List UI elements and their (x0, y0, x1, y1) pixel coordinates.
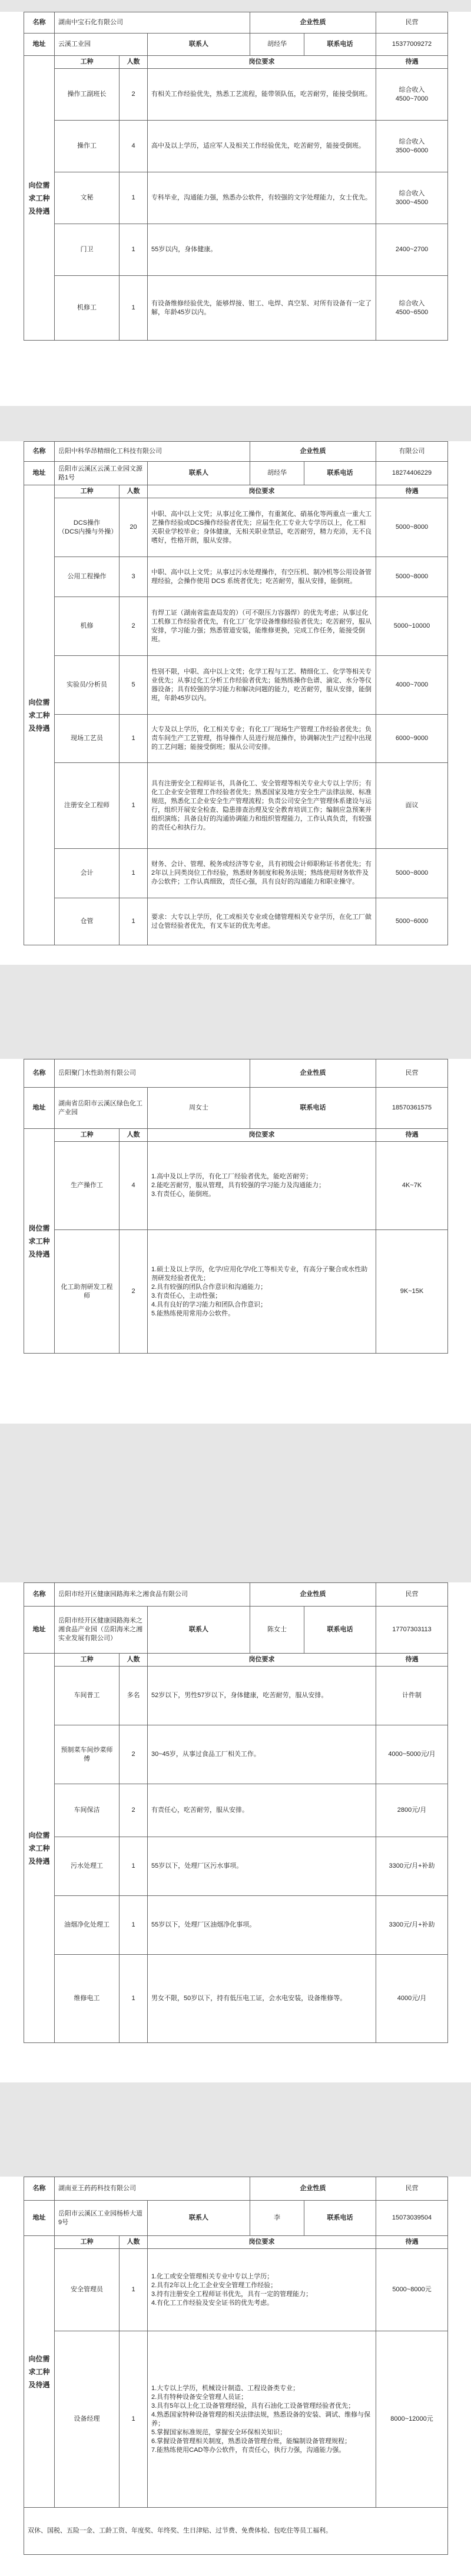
job-pay: 计件制 (376, 1667, 448, 1725)
job-req: 1.硕士及以上学历，化学/应用化学/化工等相关专业，有高分子聚合或水性助剂研发经验者优先； 2.具有较强的团队合作意识和沟通能力； 3.有责任心，主动性强； 4.具有良好的学习能力和团队合作意识； 5.能熟练使用常用办公软件。 (148, 1230, 376, 1354)
company-phone: 15377009272 (376, 34, 448, 56)
company-sheet-1 (24, 12, 447, 341)
job-count: 多名 (120, 1667, 148, 1725)
job-count: 2 (120, 69, 148, 121)
job-pay: 综合收入 4500~6500 (376, 276, 448, 341)
label-address: 地址 (24, 462, 55, 485)
job-count: 2 (120, 597, 148, 656)
table-row (24, 1784, 448, 1837)
label-phone: 联系电话 (250, 1088, 376, 1129)
job-count: 1 (120, 849, 148, 898)
label-name: 名称 (24, 12, 55, 34)
label-address: 地址 (24, 1088, 55, 1129)
job-req: 55岁以下，处理厂区污水事项。 (148, 1837, 376, 1896)
company-name: 岳阳中科华昂精细化工科技有限公司 (55, 442, 250, 462)
company-contact: 李 (250, 2201, 304, 2236)
company-address: 岳阳市云溪区工业园杨桥大道9号 (55, 2201, 148, 2236)
section-label: 向位需求工种及待遇 (24, 2236, 55, 2508)
label-address: 地址 (24, 1607, 55, 1654)
header-req: 岗位要求 (148, 485, 376, 498)
job-title: 现场工艺员 (55, 715, 120, 763)
job-pay: 5000~8000 (376, 849, 448, 898)
table-row (24, 276, 448, 341)
company-sheet-4 (24, 1582, 447, 2043)
header-pay: 待遇 (376, 56, 448, 69)
job-req: 1.大专以上学历，机械设计制造、工程设备类专业； 2.具有特种设备安全管理人员证； 3.具有5年以上化工设备管理经验，具有石油化工设备管理经验者优先； 4.熟悉国家特种设备管理的相关法律法规，熟悉设备的安装、调试、维修与保养； 5.掌握国家标准规范，掌握安全环保相关知识； 6.掌握设备管理相关制度，熟悉设备管理台账，能编制设备管理规程； 7.能熟练使用CAD等办公软件，有责任心，执行力强，沟通能力强。 (148, 2331, 376, 2508)
header-req: 岗位要求 (148, 56, 376, 69)
company-sheet-5 (24, 2177, 447, 2555)
header-req: 岗位要求 (148, 2236, 376, 2249)
company-contact: 陈女士 (250, 1607, 304, 1654)
label-name: 名称 (24, 1583, 55, 1607)
table-row (24, 849, 448, 898)
company-nature: 民营 (376, 2177, 448, 2201)
job-pay: 3300元/月+补助 (376, 1896, 448, 1955)
job-pay: 5000~6000 (376, 898, 448, 945)
job-pay: 2800元/月 (376, 1784, 448, 1837)
job-req: 高中及以上学历，适应军人及相关工作经验优先，吃苦耐劳，能接受倒班。 (148, 121, 376, 172)
job-req: 30~45岁，从事过食品工厂相关工作。 (148, 1725, 376, 1784)
job-pay: 4000~7000 (376, 656, 448, 715)
header-pay: 待遇 (376, 485, 448, 498)
company-sheet-3 (24, 1059, 447, 1354)
job-count: 1 (120, 1896, 148, 1955)
job-title: 生产操作工 (55, 1142, 120, 1230)
company-address: 云溪工业园 (55, 34, 148, 56)
job-pay: 综合收入 3500~6000 (376, 121, 448, 172)
company-sheet-2 (24, 441, 447, 945)
label-nature: 企业性质 (250, 1583, 376, 1607)
company-name: 岳阳聚门水性助剂有限公司 (55, 1059, 250, 1088)
job-pay: 3300元/月+补助 (376, 1837, 448, 1896)
job-count: 1 (120, 172, 148, 224)
job-title: 机修 (55, 597, 120, 656)
job-count: 1 (120, 763, 148, 849)
job-count: 5 (120, 656, 148, 715)
table-row (24, 224, 448, 276)
job-count: 1 (120, 276, 148, 341)
header-job: 工种 (55, 1654, 120, 1667)
job-title: 油烟净化处理工 (55, 1896, 120, 1955)
job-title: 安全管理员 (55, 2249, 120, 2331)
label-phone: 联系电话 (304, 1607, 376, 1654)
label-contact: 联系人 (148, 462, 250, 485)
table-row (24, 597, 448, 656)
job-req: 55岁以下，处理厂区油烟净化事项。 (148, 1896, 376, 1955)
job-count: 2 (120, 1725, 148, 1784)
job-req: 55岁以内，身体健康。 (148, 224, 376, 276)
header-count: 人数 (120, 56, 148, 69)
table-row (24, 2249, 448, 2331)
job-req: 有责任心，吃苦耐劳，服从安排。 (148, 1784, 376, 1837)
label-address: 地址 (24, 34, 55, 56)
job-req: 中职、高中以上文凭；从事过污水处理操作，有空压机、制冷机等公用设备管理经验，会操作使用 DCS 系统者优先；吃苦耐劳，服从安排，能倒班。 (148, 557, 376, 597)
job-count: 4 (120, 121, 148, 172)
section-label: 向位需求工种及待遇 (24, 1654, 55, 2043)
job-count: 1 (120, 2249, 148, 2331)
job-req: 有焊工证（湖南省监查局发的）（可不限压力容器焊）的优先考虑；从事过化工机修工作经验者优先，有化工厂化学设备维修经验者优先；吃苦耐劳，服从安排，学习能力强；熟悉管道安装，能维修更换，完成工作任务，能接受倒班。 (148, 597, 376, 656)
header-pay: 待遇 (376, 1654, 448, 1667)
job-req: 具有注册安全工程师证书，具备化工、安全管理等相关专业大专以上学历；有化工企业安全管理工作经验者优先；熟悉国家及地方安全生产法律法规、标准规范，熟悉化工企业安全生产管理流程；负责公司安全生产管理体系建设与运行，组织开展安全检查、隐患排查治理及安全教育培训工作；编制应急预案并组织演练；具备良好的沟通协调能力和组织管理能力，工作认真负责，有较强的责任心和执行力。 (148, 763, 376, 849)
table-row (24, 898, 448, 945)
job-count: 1 (120, 2331, 148, 2508)
company-name: 湖南亚王药药科技有限公司 (55, 2177, 250, 2201)
table-row (24, 1837, 448, 1896)
job-title: 机修工 (55, 276, 120, 341)
table-row (24, 1725, 448, 1784)
company-name: 岳阳市经开区健康园路海米之湘食品有限公司 (55, 1583, 250, 1607)
job-count: 2 (120, 1230, 148, 1354)
header-pay: 待遇 (376, 2236, 448, 2249)
section-label: 向位需求工种及待遇 (24, 56, 55, 341)
table-row (24, 1667, 448, 1725)
company-contact: 胡经华 (250, 462, 304, 485)
header-req: 岗位要求 (148, 1129, 376, 1142)
label-name: 名称 (24, 2177, 55, 2201)
job-count: 1 (120, 715, 148, 763)
label-phone: 联系电话 (304, 462, 376, 485)
job-pay: 面议 (376, 763, 448, 849)
header-job: 工种 (55, 1129, 120, 1142)
company-address: 岳阳市云溪区云溪工业园文源路1号 (55, 462, 148, 485)
table-row (24, 121, 448, 172)
table-row (24, 1230, 448, 1354)
job-req: 要求：大专以上学历，化工或相关专业或仓储管理相关专业学历，在化工厂做过仓管经验者优先，有叉车证的优先考虑。 (148, 898, 376, 945)
job-req: 52岁以下，男性57岁以下，身体健康，吃苦耐劳，服从安排。 (148, 1667, 376, 1725)
label-phone: 联系电话 (304, 2201, 376, 2236)
company-contact: 胡经华 (250, 34, 304, 56)
job-title: 设备经理 (55, 2331, 120, 2508)
label-name: 名称 (24, 442, 55, 462)
job-pay: 综合收入 4500~7000 (376, 69, 448, 121)
company-nature: 有限公司 (376, 442, 448, 462)
label-nature: 企业性质 (250, 442, 376, 462)
job-count: 1 (120, 1837, 148, 1896)
job-pay: 2400~2700 (376, 224, 448, 276)
job-req: 有相关工作经验优先，熟悉工艺流程，能带领队伍，吃苦耐劳，能接受倒班。 (148, 69, 376, 121)
benefits-footer: 双休、国税、五险一金、工龄工资、年度奖、年终奖、生日津贴、过节费、免费体检、包吃住等员工福利。 (24, 2508, 448, 2555)
header-pay: 待遇 (376, 1129, 448, 1142)
job-title: 仓管 (55, 898, 120, 945)
job-title: 污水处理工 (55, 1837, 120, 1896)
job-pay: 5000~8000 (376, 557, 448, 597)
label-nature: 企业性质 (250, 12, 376, 34)
section-label: 岗位需求工种及待遇 (24, 1129, 55, 1354)
job-title: 会计 (55, 849, 120, 898)
company-phone: 17707303113 (376, 1607, 448, 1654)
job-title: 车间保洁 (55, 1784, 120, 1837)
job-count: 1 (120, 1955, 148, 2043)
job-pay: 4K~7K (376, 1142, 448, 1230)
table-row (24, 763, 448, 849)
job-pay: 4000元/月 (376, 1955, 448, 2043)
table-row (24, 172, 448, 224)
label-nature: 企业性质 (250, 1059, 376, 1088)
job-title: 化工助剂研发工程师 (55, 1230, 120, 1354)
label-contact: 联系人 (148, 1607, 250, 1654)
table-row (24, 656, 448, 715)
company-nature: 民营 (376, 1583, 448, 1607)
company-phone: 18274406229 (376, 462, 448, 485)
label-address: 地址 (24, 2201, 55, 2236)
label-contact: 联系人 (148, 34, 250, 56)
table-row (24, 1955, 448, 2043)
company-phone: 18570361575 (376, 1088, 448, 1129)
header-job: 工种 (55, 56, 120, 69)
job-pay: 5000~10000 (376, 597, 448, 656)
table-row (24, 69, 448, 121)
table-row (24, 1142, 448, 1230)
job-pay: 4000~5000元/月 (376, 1725, 448, 1784)
job-title: 公用工程操作 (55, 557, 120, 597)
job-pay: 6000~9000 (376, 715, 448, 763)
header-count: 人数 (120, 1654, 148, 1667)
job-req: 性别不限，中职、高中以上文凭；化学工程与工艺、精细化工、化学等相关专业优先；从事过化工分析工作经验者优先；能熟练操作色谱、滴定、水分等仪器设备；具有较强的学习能力和解决问题的能力，吃苦耐劳，服从安排，能倒班，年龄45岁以内。 (148, 656, 376, 715)
job-count: 1 (120, 224, 148, 276)
job-pay: 5000~8000元 (376, 2249, 448, 2331)
job-req: 财务、会计、管理、税务或经济等专业，具有初级会计师职称证书者优先；有2年以上同类岗位工作经验，熟悉财务制度和税务法规；熟练使用财务软件及办公软件；工作认真细致，责任心强，具有良好的沟通能力和职业操守。 (148, 849, 376, 898)
table-row (24, 557, 448, 597)
job-pay: 综合收入 3000~4500 (376, 172, 448, 224)
job-req: 中职、高中以上文凭；从事过化工操作，有重氮化、硝基化等两重点一重大工艺操作经验或DCS操作经验者优先；应届生化工专业大专学历以上，化工相关职业学校毕业；身体健康，无相关职业禁忌，吃苦耐劳，精力充沛，无不良嗜好，性格开朗，服从安排。 (148, 498, 376, 557)
job-pay: 5000~8000 (376, 498, 448, 557)
label-phone: 联系电话 (304, 34, 376, 56)
job-title: 预制菜车间炒菜师傅 (55, 1725, 120, 1784)
job-count: 1 (120, 898, 148, 945)
job-req: 男女不限，50岁以下，持有低压电工证，会水电安装，设备维修等。 (148, 1955, 376, 2043)
job-title: 车间普工 (55, 1667, 120, 1725)
job-req: 大专及以上学历，化工相关专业；有化工厂现场生产管理工作经验者优先；负责车间生产工艺管理，指导操作人员进行规范操作，协调解决生产过程中出现的工艺问题；能接受倒班；服从公司安排。 (148, 715, 376, 763)
job-title: 实验员/分析员 (55, 656, 120, 715)
company-name: 湖南中宝石化有限公司 (55, 12, 250, 34)
company-address: 湖南省岳阳市云溪区绿色化工产业园 (55, 1088, 148, 1129)
job-req: 1.化工或安全管理相关专业中专以上学历； 2.具有2年以上化工企业安全管理工作经验； 3.持有注册安全工程师证书优先，具有一定的管理能力； 4.有化工工作经验及安全证书的优先考虑。 (148, 2249, 376, 2331)
header-count: 人数 (120, 485, 148, 498)
header-job: 工种 (55, 2236, 120, 2249)
company-contact: 周女士 (148, 1088, 250, 1129)
job-req: 有设备维修经验优先，能够焊接、钳工、电焊、真空泵、对所有设备有一定了解，年龄45岁以内。 (148, 276, 376, 341)
job-title: 维修电工 (55, 1955, 120, 2043)
job-count: 3 (120, 557, 148, 597)
job-count: 4 (120, 1142, 148, 1230)
job-title: 操作工副班长 (55, 69, 120, 121)
job-title: 注册安全工程师 (55, 763, 120, 849)
job-pay: 9K~15K (376, 1230, 448, 1354)
header-req: 岗位要求 (148, 1654, 376, 1667)
table-row (24, 1896, 448, 1955)
label-contact: 联系人 (148, 2201, 250, 2236)
job-title: DCS操作 （DCS内操与外操） (55, 498, 120, 557)
header-count: 人数 (120, 2236, 148, 2249)
company-nature: 民营 (376, 1059, 448, 1088)
job-count: 20 (120, 498, 148, 557)
label-nature: 企业性质 (250, 2177, 376, 2201)
job-count: 2 (120, 1784, 148, 1837)
job-req: 专科毕业，沟通能力强，熟悉办公软件，有较强的文字处理能力，女士优先。 (148, 172, 376, 224)
table-row (24, 498, 448, 557)
job-pay: 8000~12000元 (376, 2331, 448, 2508)
section-label: 向位需求工种及待遇 (24, 485, 55, 945)
label-name: 名称 (24, 1059, 55, 1088)
job-req: 1.高中及以上学历，有化工厂经验者优先，能吃苦耐劳； 2.能吃苦耐劳，服从管理，具有较强的学习能力及沟通能力； 3.有责任心，能倒班。 (148, 1142, 376, 1230)
job-title: 操作工 (55, 121, 120, 172)
company-address: 岳阳市经开区健康园路海米之湘食品产业园（岳阳海米之湘实业发展有限公司） (55, 1607, 148, 1654)
job-title: 门卫 (55, 224, 120, 276)
header-job: 工种 (55, 485, 120, 498)
company-nature: 民营 (376, 12, 448, 34)
table-row (24, 715, 448, 763)
table-row (24, 2331, 448, 2508)
job-title: 文秘 (55, 172, 120, 224)
header-count: 人数 (120, 1129, 148, 1142)
company-phone: 15073039504 (376, 2201, 448, 2236)
